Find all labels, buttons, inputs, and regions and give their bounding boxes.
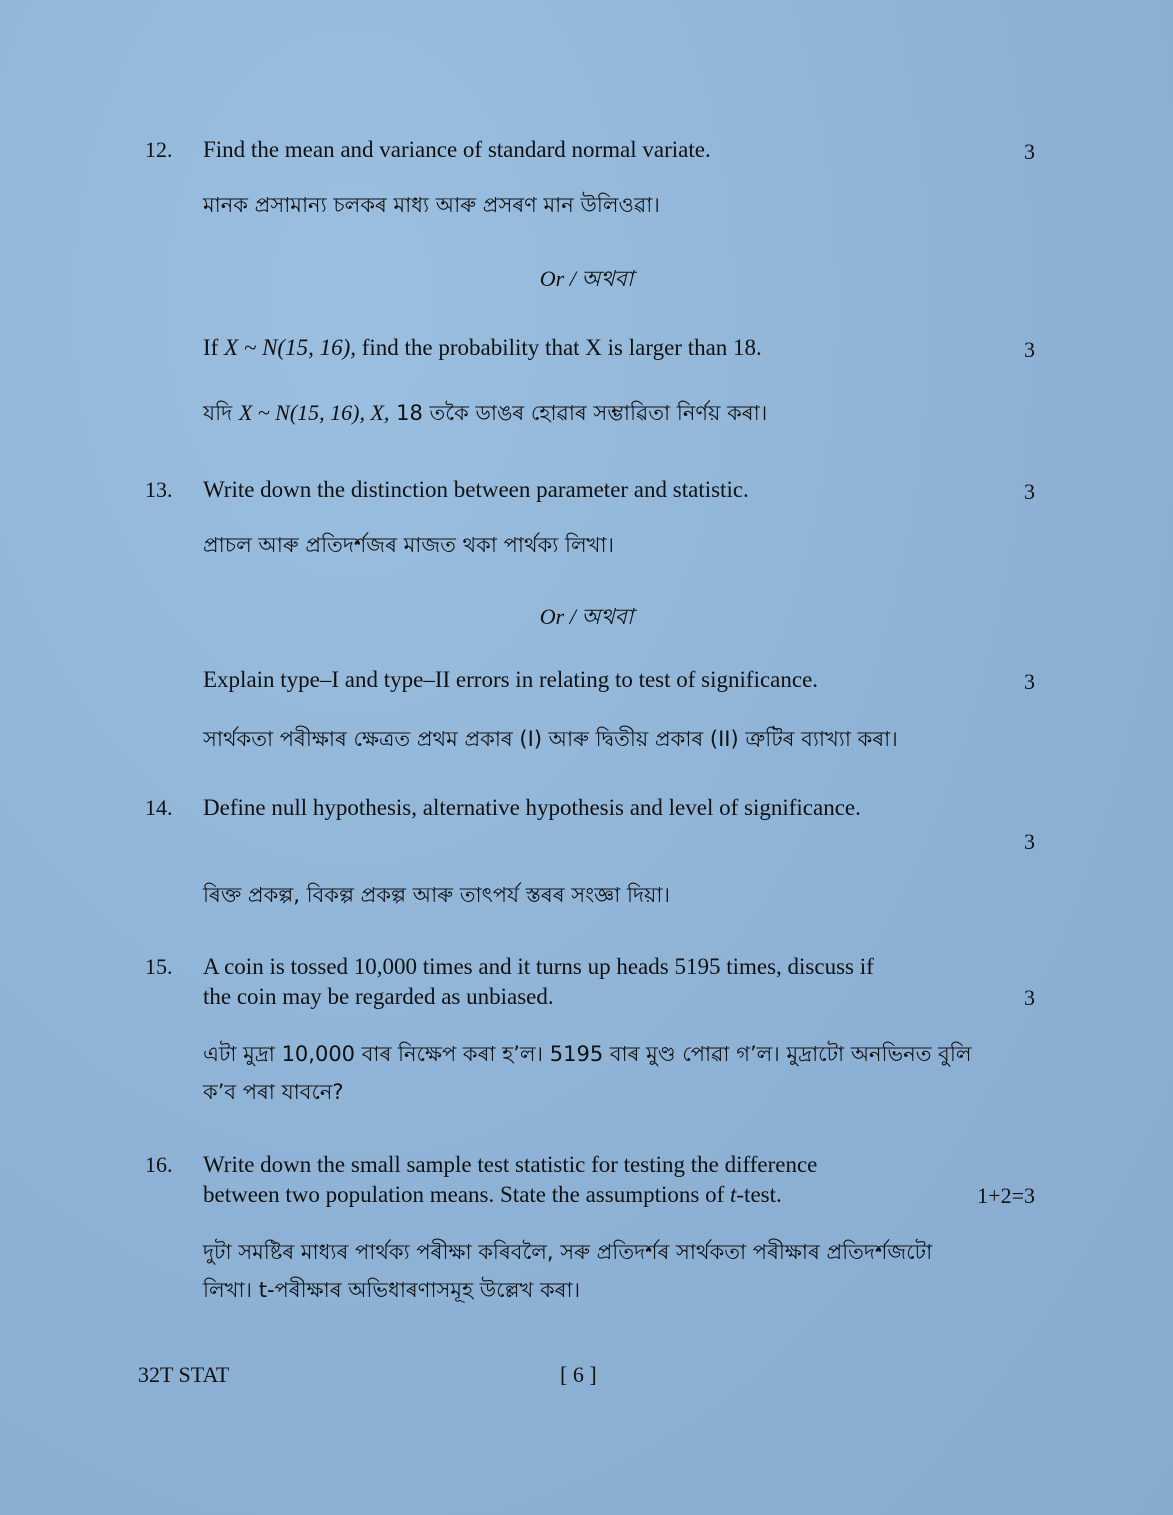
text-part: between two population means. State the assumptions of xyxy=(203,1182,725,1207)
question-text-as-line1: দুটা সমষ্টিৰ মাধ্যৰ পাৰ্থক্য পৰীক্ষা কৰিবলৈ, সৰু প্ৰতিদৰ্শৰ সাৰ্থকতা পৰীক্ষাৰ প্ৰতিদৰ্শজটো xyxy=(203,1240,933,1264)
question-15 xyxy=(145,952,1035,1112)
question-number: 16. xyxy=(145,1152,173,1177)
question-text-en: Define null hypothesis, alternative hypothesis and level of significance. xyxy=(203,795,861,820)
question-12-alt xyxy=(145,333,1035,433)
question-16 xyxy=(145,1150,1035,1310)
marks: 3 xyxy=(1024,479,1035,504)
question-text-as xyxy=(203,395,767,431)
math-expression: X ~ N(15, 16), xyxy=(224,335,356,360)
question-number: 15. xyxy=(145,954,173,979)
question-text-as-line2: লিখা। t-পৰীক্ষাৰ অভিধাৰণাসমূহ উল্লেখ কৰা। xyxy=(203,1278,581,1302)
or-separator: Or / অথবা xyxy=(539,604,634,629)
question-text-en xyxy=(203,333,762,363)
question-13 xyxy=(145,475,1035,565)
marks: 3 xyxy=(1024,337,1035,362)
text-suffix: find the probability that X is larger than 18. xyxy=(361,335,762,360)
text-prefix: যদি xyxy=(203,401,233,425)
text-suffix: 18 তকৈ ডাঙৰ হোৱাৰ সম্ভাৱিতা নিৰ্ণয় কৰা। xyxy=(396,401,768,425)
question-text-en-line1: A coin is tossed 10,000 times and it turns up heads 5195 times, discuss if xyxy=(203,954,874,979)
math-expression: X ~ N(15, 16), X, xyxy=(238,400,390,425)
paper-code: 32T STAT xyxy=(138,1362,230,1387)
question-number: 14. xyxy=(145,795,173,820)
question-text-en-line2: the coin may be regarded as unbiased. xyxy=(203,984,554,1009)
question-13-alt xyxy=(145,665,1035,755)
question-text-en: Explain type–I and type–II errors in relating to test of significance. xyxy=(203,667,819,692)
marks: 3 xyxy=(1024,985,1035,1010)
question-text-as: মানক প্ৰসামান্য চলকৰ মাধ্য আৰু প্ৰসৰণ মান উলিওৱা। xyxy=(203,193,660,217)
marks: 3 xyxy=(1024,829,1035,854)
question-text-as-line1: এটা মুদ্ৰা 10,000 বাৰ নিক্ষেপ কৰা হ’ল। 5195 বাৰ মুণ্ড পোৱা গ’ল। মুদ্ৰাটো অনভিনত বুলি xyxy=(203,1042,972,1066)
question-text-en-line2 xyxy=(203,1180,782,1210)
text-part: -test. xyxy=(736,1182,782,1207)
marks: 3 xyxy=(1024,669,1035,694)
question-text-as: সাৰ্থকতা পৰীক্ষাৰ ক্ষেত্ৰত প্ৰথম প্ৰকাৰ (I) আৰু দ্বিতীয় প্ৰকাৰ (II) ত্ৰুটিৰ ব্যাখ্যা কৰা। xyxy=(203,727,898,751)
question-text-as: প্ৰাচল আৰু প্ৰতিদৰ্শজৰ মাজত থকা পাৰ্থক্য লিখা। xyxy=(203,533,615,557)
question-number: 13. xyxy=(145,477,173,502)
question-text-en: Find the mean and variance of standard normal variate. xyxy=(203,137,711,162)
question-text-as: ৰিক্ত প্ৰকল্প, বিকল্প প্ৰকল্প আৰু তাৎপৰ্য স্তৰৰ সংজ্ঞা দিয়া। xyxy=(203,883,670,907)
marks: 1+2=3 xyxy=(977,1183,1035,1208)
question-text-en-line1: Write down the small sample test statistic for testing the difference xyxy=(203,1152,818,1177)
question-text-en: Write down the distinction between parameter and statistic. xyxy=(203,477,749,502)
question-text-as-line2: ক’ব পৰা যাবনে? xyxy=(203,1080,344,1104)
question-number: 12. xyxy=(145,137,173,162)
math-variable: t xyxy=(730,1182,737,1207)
marks: 3 xyxy=(1024,139,1035,164)
or-separator: Or / অথবা xyxy=(539,266,634,291)
page-number: [ 6 ] xyxy=(560,1362,597,1387)
question-14 xyxy=(145,793,1035,923)
text-prefix: If xyxy=(203,335,219,360)
question-12 xyxy=(145,135,1035,225)
